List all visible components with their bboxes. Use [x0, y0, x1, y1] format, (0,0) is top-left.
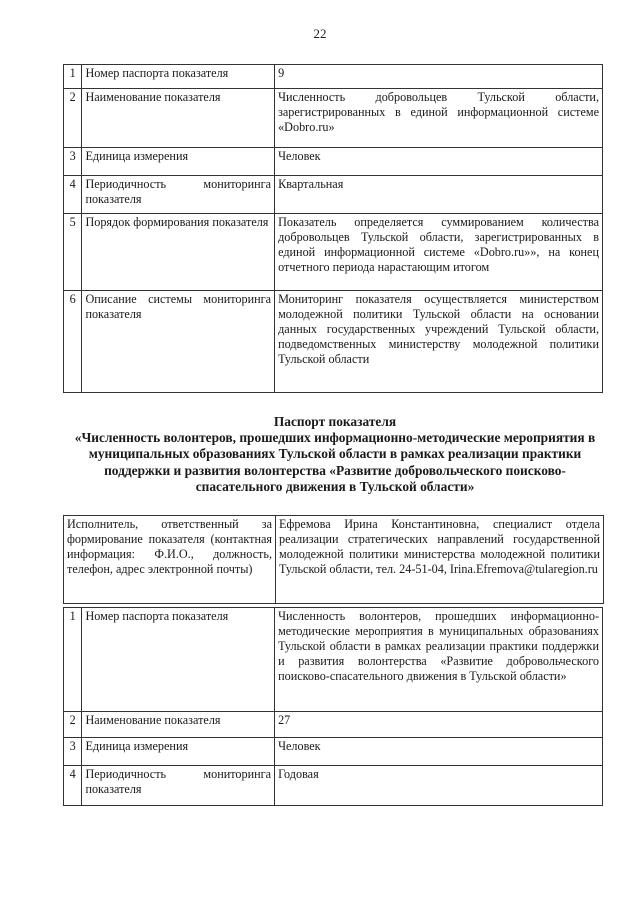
row-number: 5 [64, 214, 82, 291]
table-row [64, 89, 603, 148]
executor-label: Исполнитель, ответственный за формирование показателя (контактная информация: Ф.И.О., должность, телефон, адрес электронной почты) [64, 516, 276, 604]
row-number: 1 [64, 65, 82, 89]
row-label: Номер паспорта показателя [82, 65, 275, 89]
executor-value: Ефремова Ирина Константиновна, специалист отдела реализации стратегических направлений государственной молодежной политики министерства молодежной политики Тульской области, тел. 24-51-04, Irina.Efremova@tularegion.ru [276, 516, 604, 604]
row-label: Наименование показателя [82, 89, 275, 148]
row-value: Показатель определяется суммированием количества добровольцев Тульской области, зарегистрированных в единой информационной системе «Dobro.ru»», на конец отчетного периода нарастающим итогом [275, 214, 603, 291]
row-value: Человек [275, 738, 603, 766]
row-label: Периодичность мониторинга показателя [82, 766, 275, 806]
table-row [64, 214, 603, 291]
table-row [64, 176, 603, 214]
table-row [64, 516, 604, 604]
row-number: 4 [64, 766, 82, 806]
table-row [64, 608, 603, 712]
passport-heading [70, 414, 600, 495]
row-value: Человек [275, 148, 603, 176]
row-number: 3 [64, 148, 82, 176]
row-number: 2 [64, 712, 82, 738]
row-number: 4 [64, 176, 82, 214]
passport-heading-title: Паспорт показателя [273, 414, 397, 429]
indicator-passport-table-9 [63, 64, 603, 393]
row-value: 9 [275, 65, 603, 89]
passport-heading-indicator-name: «Численность волонтеров, прошедших информационно-методические мероприятия в муниципальных образованиях Тульской области в рамках реализации практики поддержки и развития волонтерства «Развитие добровольческого поисково-спасательного движения в Тульской области» [74, 430, 596, 494]
row-label: Наименование показателя [82, 712, 275, 738]
row-value: Численность добровольцев Тульской области, зарегистрированных в единой информационной системе «Dobro.ru» [275, 89, 603, 148]
row-number: 2 [64, 89, 82, 148]
indicator-passport-table [63, 607, 603, 806]
table-row [64, 291, 603, 393]
row-label: Периодичность мониторинга показателя [82, 176, 275, 214]
row-label: Номер паспорта показателя [82, 608, 275, 712]
executor-table [63, 515, 604, 604]
row-number: 1 [64, 608, 82, 712]
row-value: Мониторинг показателя осуществляется министерством молодежной политики Тульской области на основании данных государственных учреждений Тульской области, подведомственных министерству молодежной политики Тульской области [275, 291, 603, 393]
row-label: Порядок формирования показателя [82, 214, 275, 291]
row-number: 6 [64, 291, 82, 393]
row-value: Годовая [275, 766, 603, 806]
table-row [64, 738, 603, 766]
row-value: Квартальная [275, 176, 603, 214]
table-row [64, 766, 603, 806]
table-row [64, 65, 603, 89]
table-row [64, 148, 603, 176]
table-row [64, 712, 603, 738]
row-value: Численность волонтеров, прошедших информационно-методические мероприятия в муниципальных образованиях Тульской области в рамках реализации практики поддержки и развития волонтерства «Развитие добровольческого поисково-спасательного движения в Тульской области» [275, 608, 603, 712]
row-label: Описание системы мониторинга показателя [82, 291, 275, 393]
row-label: Единица измерения [82, 148, 275, 176]
page-number: 22 [313, 26, 327, 41]
row-value: 27 [275, 712, 603, 738]
row-number: 3 [64, 738, 82, 766]
row-label: Единица измерения [82, 738, 275, 766]
